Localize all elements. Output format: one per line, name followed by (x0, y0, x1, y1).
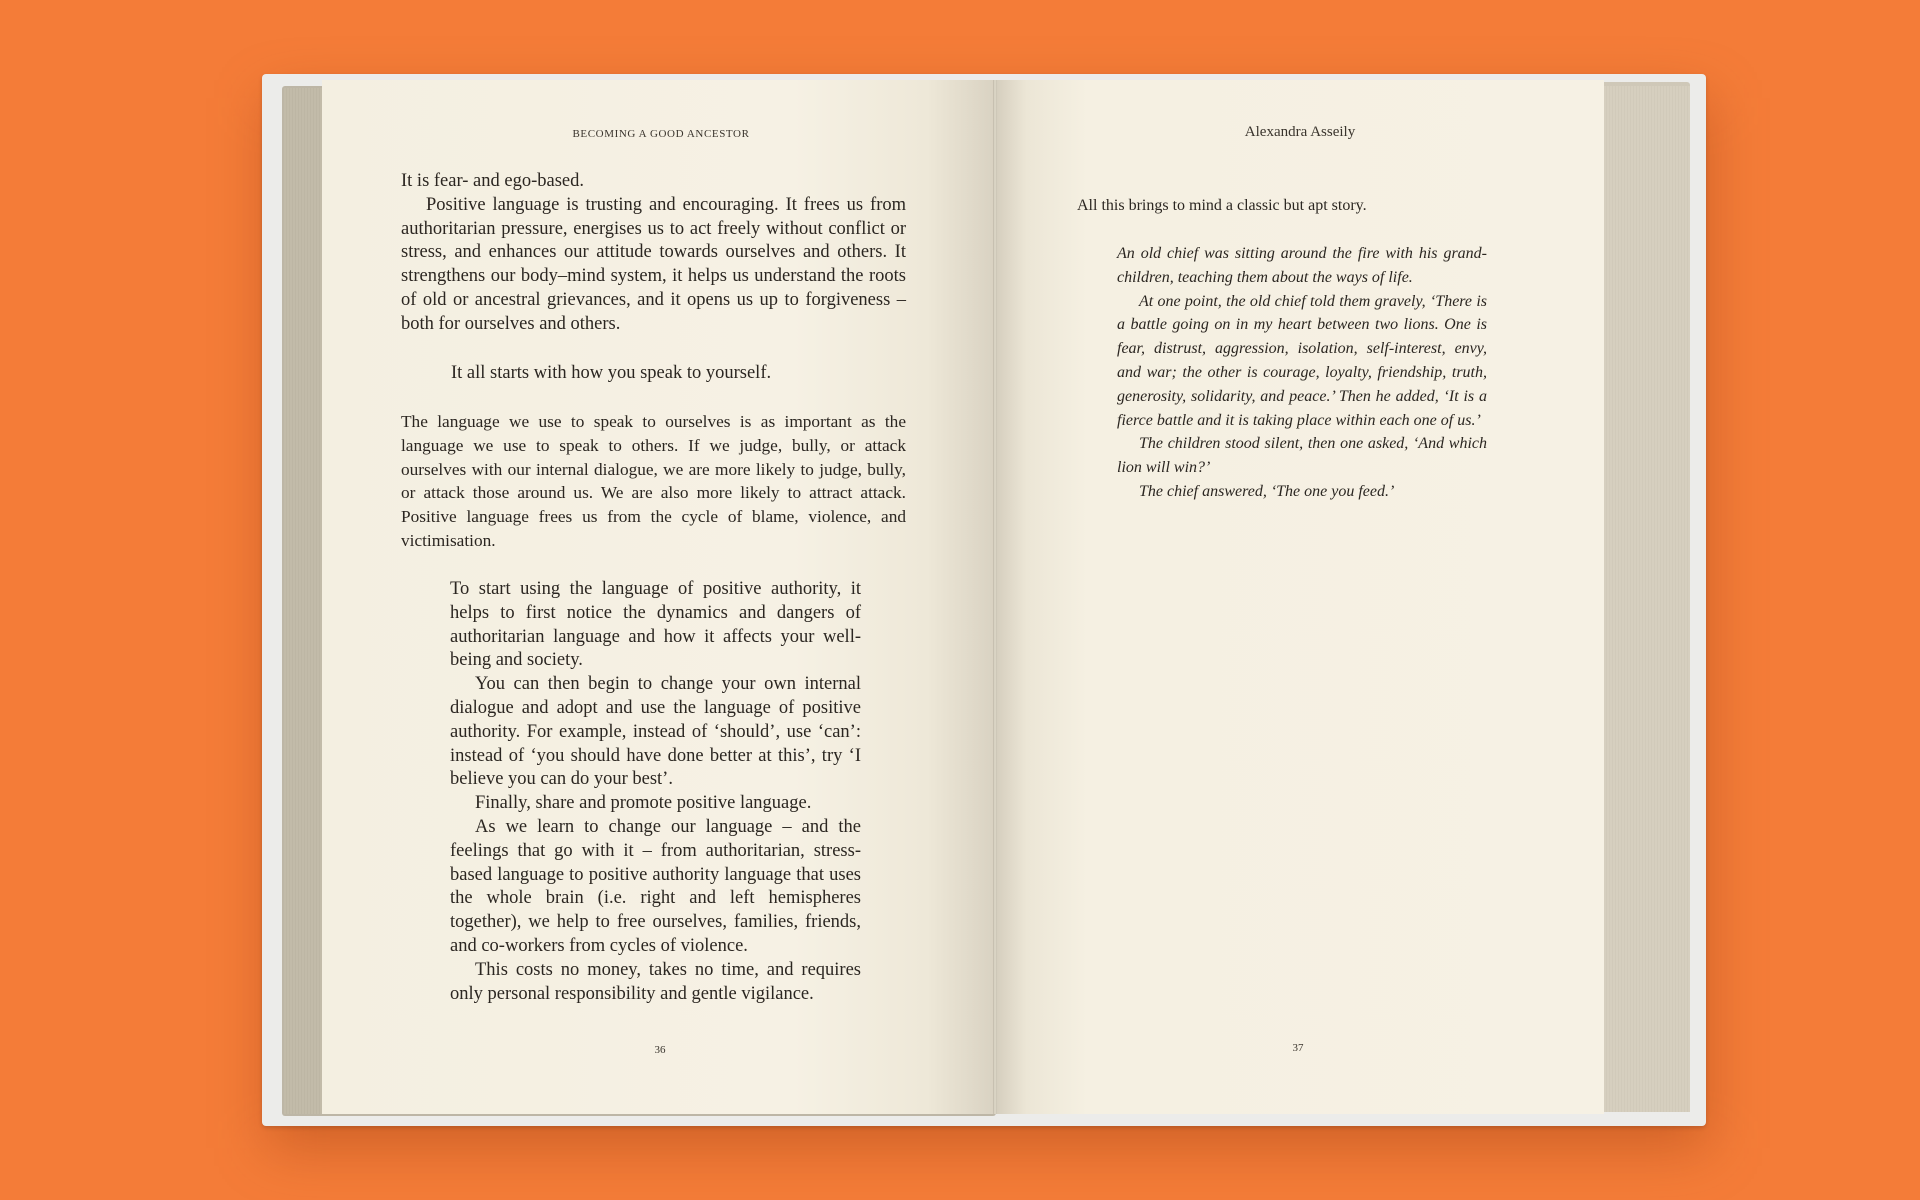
right-running-head: Alexandra Asseily (1244, 124, 1356, 140)
story-intro: All this brings to mind a classic but apt story. (1077, 197, 1367, 214)
left-page-number: 36 (654, 1044, 666, 1056)
paragraph: This costs no money, takes no time, and requires only personal responsibility and gentle vigilance. (450, 959, 861, 1004)
story-paragraph: The children stood silent, then one asked, ‘And which lion will win?’ (1117, 435, 1487, 477)
paragraph: You can then begin to change your own internal dialogue and adopt and use the language of positive authority. For example, instead of ‘should’, use ‘can’: instead of ‘you should have done better at this’, try ‘I believe you can do your best’. (450, 674, 861, 790)
right-page-number: 37 (1292, 1042, 1304, 1054)
right-page-edges (1604, 86, 1690, 1112)
paragraph: As we learn to change our language – and the feelings that go with it – from authoritarian, stress-based language to positive authority language that uses the whole brain (i.e. right and left hemispheres together), we help to free ourselves, families, friends, and co-workers from cycles of violence. (450, 816, 861, 956)
paragraph: The language we use to speak to ourselves is as important as the language we use to speak to others. If we judge, bully, or attack ourselves with our internal dialogue, we are more likely to judge, bully, or attack those around us. We are also more likely to attract attack. Positive language frees us from the cycle of blame, violence, and victimisation. (401, 412, 906, 550)
left-page-edges (284, 88, 324, 1114)
story-block (1117, 242, 1487, 504)
book-gutter (993, 80, 997, 1114)
story-paragraph: At one point, the old chief told them gravely, ‘There is a battle going on in my heart between two lions. One is fear, distrust, aggression, isolation, self-interest, envy, and war; the other is courage, loyalty, friendship, truth, generosity, solidarity, and peace.’ Then he added, ‘It is a fierce battle and it is taking place within each one of us.’ (1117, 292, 1487, 429)
paragraph: Finally, share and promote positive language. (475, 793, 812, 814)
left-body-section-1 (401, 170, 906, 337)
story-paragraph: An old chief was sitting around the fire with his grand-children, teaching them about the ways of life. (1117, 245, 1487, 286)
story-paragraph: The chief answered, ‘The one you feed.’ (1139, 482, 1395, 500)
left-body-section-2 (401, 410, 906, 553)
paragraph: To start using the language of positive authority, it helps to first notice the dynamics and dangers of authoritarian language and how it affects your well-being and society. (450, 579, 861, 671)
right-page (996, 80, 1604, 1114)
paragraph: Positive language is trusting and encouraging. It frees us from authoritarian pressure, energises us to act freely without conflict or stress, and enhances our attitude towards ourselves and others. It strengthens our body–mind system, it helps us understand the roots of old or ancestral grievances, and it opens us up to forgiveness – both for ourselves and others. (401, 194, 906, 334)
paragraph: It is fear- and ego-based. (401, 171, 585, 191)
left-running-head: BECOMING A GOOD ANCESTOR (572, 128, 750, 140)
section-heading: It all starts with how you speak to yourself. (451, 363, 772, 383)
inset-text-block (450, 578, 861, 1006)
